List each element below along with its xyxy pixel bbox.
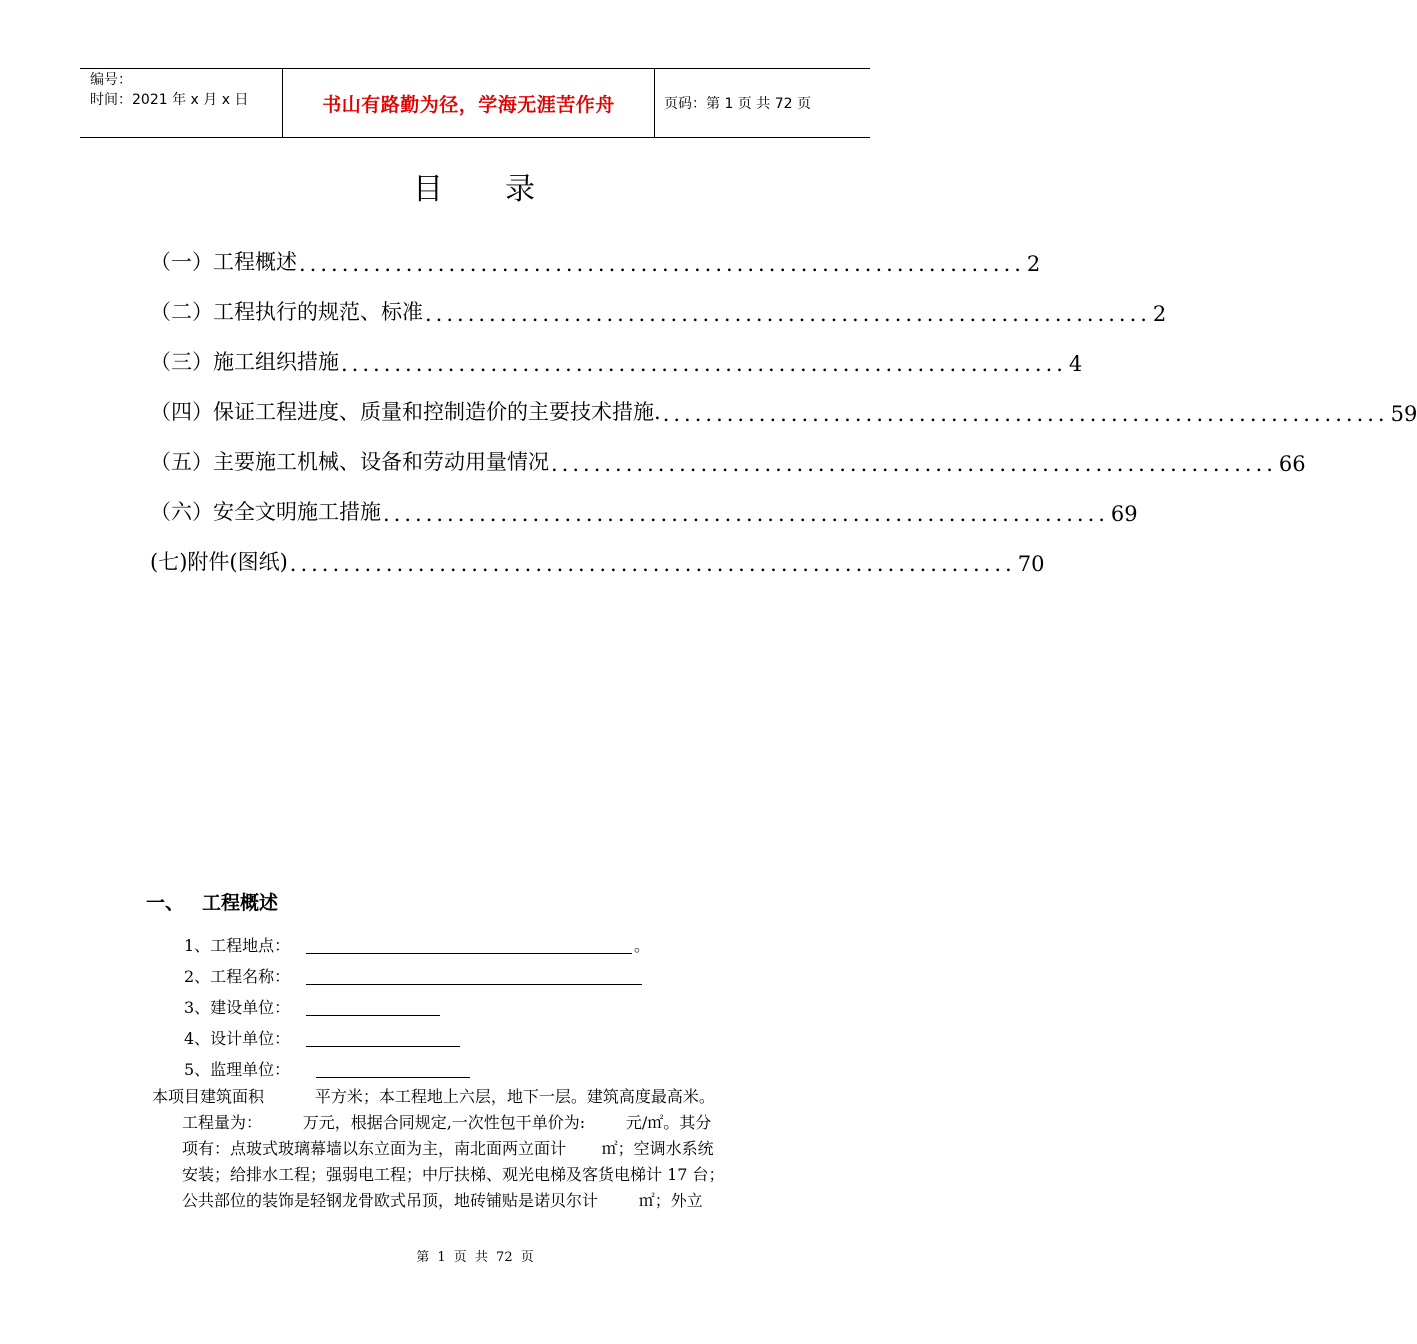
page-footer: 第 1 页 共 72 页 bbox=[416, 1250, 534, 1265]
header-motto: 书山有路勤为径，学海无涯苦作舟 bbox=[322, 94, 615, 116]
toc-entry-label: (七)附件(图纸) bbox=[150, 550, 288, 574]
info-item-suffix: 。 bbox=[634, 936, 651, 955]
toc-entry-label: （一）工程概述 bbox=[150, 250, 297, 274]
toc-entry-page: 2 bbox=[1026, 252, 1041, 276]
toc-title-char-2: 录 bbox=[505, 172, 537, 207]
fill-in-blank bbox=[316, 1077, 470, 1078]
fill-in-blank bbox=[306, 1015, 440, 1016]
toc-entry-label: （五）主要施工机械、设备和劳动用量情况 bbox=[150, 450, 549, 474]
toc-entry-page: 69 bbox=[1110, 502, 1138, 526]
toc-leader-dots: .................................................................... bbox=[383, 502, 1109, 526]
toc-entry[interactable] bbox=[150, 540, 1045, 576]
project-description bbox=[152, 1084, 822, 1214]
toc-entry-page: 2 bbox=[1152, 302, 1167, 326]
toc-leader-dots: .................................................................... bbox=[425, 302, 1151, 326]
toc-entry-page: 66 bbox=[1278, 452, 1306, 476]
toc-entry[interactable] bbox=[150, 340, 1083, 376]
paragraph-line: 安装；给排水工程；强弱电工程；中厅扶梯、观光电梯及客货电梯计 17 台； bbox=[182, 1165, 725, 1184]
toc-entry-label: （二）工程执行的规范、标准 bbox=[150, 300, 423, 324]
info-item-label: 5、监理单位： bbox=[184, 1060, 291, 1079]
info-item-location bbox=[184, 933, 664, 959]
page-header bbox=[80, 68, 870, 138]
toc-leader-dots: .................................................................... bbox=[299, 252, 1025, 276]
header-page-info: 页码：第 1 页 共 72 页 bbox=[664, 96, 811, 112]
info-item-label: 4、设计单位： bbox=[184, 1029, 291, 1048]
fill-in-blank bbox=[306, 953, 632, 954]
toc-entry-page: 70 bbox=[1017, 552, 1045, 576]
toc-entry[interactable] bbox=[150, 290, 1167, 326]
toc-title bbox=[0, 164, 950, 208]
info-item-label: 2、工程名称： bbox=[184, 967, 291, 986]
toc-leader-dots: .................................................................... bbox=[551, 452, 1277, 476]
fill-in-blank bbox=[306, 1046, 460, 1047]
paragraph-line: 项有：点玻式玻璃幕墙以东立面为主，南北面两立面计 ㎡；空调水系统 bbox=[182, 1139, 714, 1158]
toc-entry[interactable] bbox=[150, 240, 1041, 276]
toc-leader-dots: .................................................................... bbox=[341, 352, 1067, 376]
toc-entry[interactable] bbox=[150, 440, 1306, 476]
header-motto-cell bbox=[282, 69, 655, 137]
toc-entry-label: （三）施工组织措施 bbox=[150, 350, 339, 374]
info-item-designer bbox=[184, 1026, 664, 1052]
paragraph-line: 公共部位的装饰是轻钢龙骨欧式吊顶，地砖铺贴是诺贝尔计 ㎡；外立 bbox=[182, 1191, 703, 1210]
toc-entry-label: （六）安全文明施工措施 bbox=[150, 500, 381, 524]
header-page-cell bbox=[654, 69, 870, 137]
info-item-label: 3、建设单位： bbox=[184, 998, 291, 1017]
toc-entry-page: 59 bbox=[1390, 402, 1417, 426]
section-title: 工程概述 bbox=[202, 892, 279, 914]
toc-entry[interactable] bbox=[150, 390, 1417, 426]
info-item-project-name bbox=[184, 964, 664, 990]
section-number: 一、 bbox=[146, 892, 185, 914]
section-heading bbox=[146, 888, 278, 915]
paragraph-line: 本项目建筑面积 平方米；本工程地上六层，地下一层。建筑高度最高米。 bbox=[152, 1087, 715, 1106]
info-item-label: 1、工程地点： bbox=[184, 936, 291, 955]
header-meta-cell bbox=[80, 69, 282, 137]
toc-entry-page: 4 bbox=[1068, 352, 1083, 376]
fill-in-blank bbox=[306, 984, 642, 985]
paragraph-line: 工程量为： 万元，根据合同规定,一次性包干单价为: 元/㎡。其分 bbox=[182, 1113, 712, 1132]
toc-leader-dots: .................................................................... bbox=[289, 552, 1016, 576]
toc-entry-label: （四）保证工程进度、质量和控制造价的主要技术措施. bbox=[150, 400, 661, 424]
toc-title-char-1: 目 bbox=[413, 172, 445, 207]
document-code-label: 编号： bbox=[90, 72, 132, 88]
info-item-owner bbox=[184, 995, 664, 1021]
toc-leader-dots: .................................................................... bbox=[662, 402, 1389, 426]
toc-entry[interactable] bbox=[150, 490, 1138, 526]
info-item-supervisor bbox=[184, 1057, 664, 1083]
document-date: 时间：2021 年 x 月 x 日 bbox=[90, 92, 249, 108]
